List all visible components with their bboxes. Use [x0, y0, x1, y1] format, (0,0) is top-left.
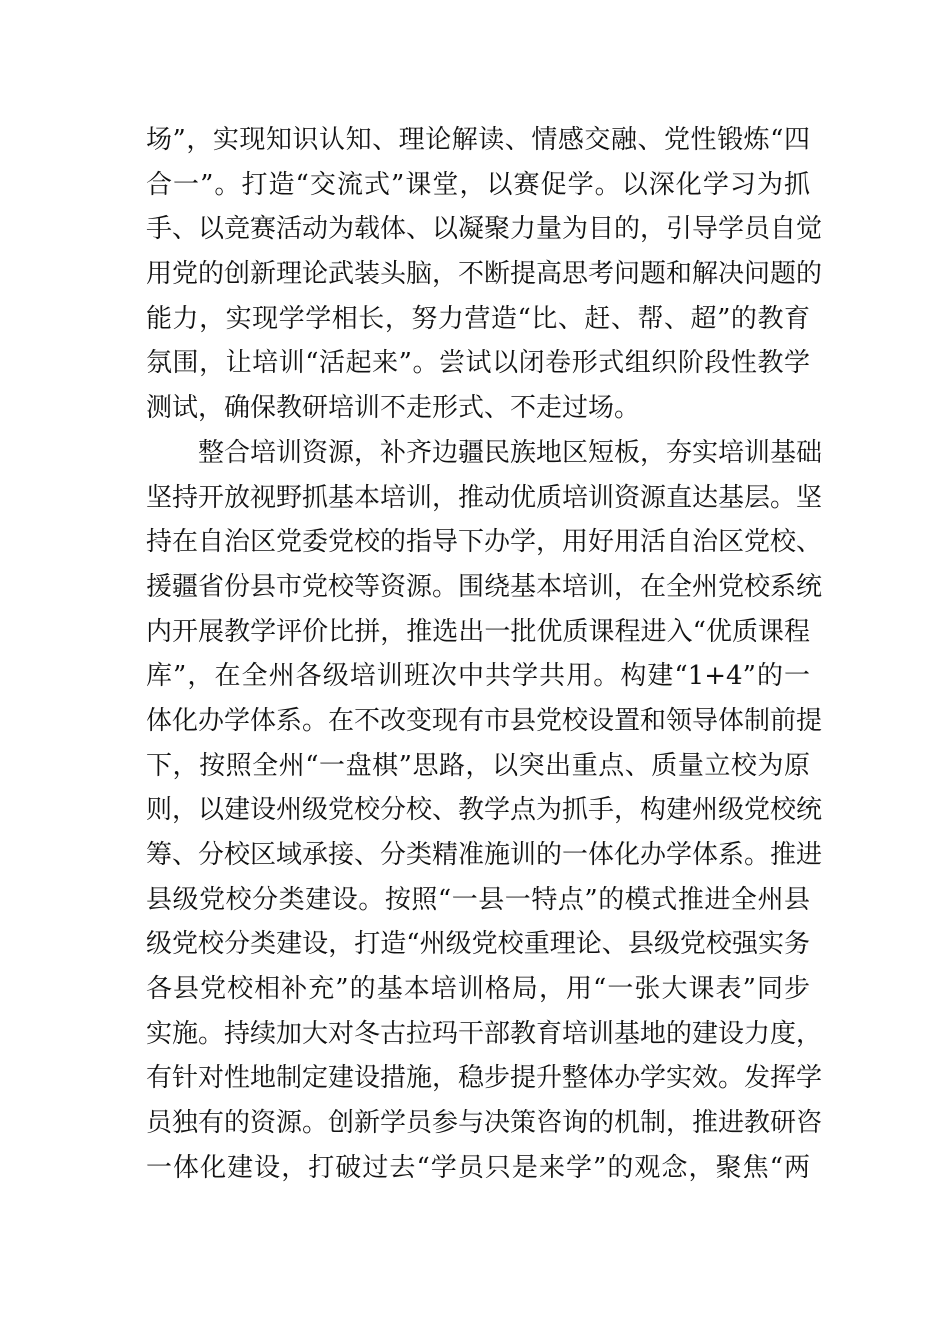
text-line: 级党校分类建设，打造“州级党校重理论、县级党校强实务	[146, 929, 810, 960]
body-text	[146, 118, 823, 1191]
text-line: 筹、分校区域承接、分类精准施训的一体化办学体系。推进	[146, 840, 823, 870]
text-line: 整合培训资源，补齐边疆民族地区短板，夯实培训基础	[198, 437, 823, 468]
text-line: 实施。持续加大对冬古拉玛干部教育培训基地的建设力度，	[146, 1018, 823, 1049]
text-line: 测试，确保教研培训不走形式、不走过场。	[146, 393, 641, 424]
text-line: 体化办学体系。在不改变现有市县党校设置和领导体制前提	[146, 705, 823, 736]
text-line: 用党的创新理论武装头脑，不断提高思考问题和解决问题的	[146, 259, 823, 290]
text-line: 坚持开放视野抓基本培训，推动优质培训资源直达基层。坚	[146, 482, 823, 513]
text-line: 一体化建设，打破过去“学员只是来学”的观念，聚焦“两	[146, 1152, 810, 1183]
text-line: 持在自治区党委党校的指导下办学，用好用活自治区党校、	[146, 527, 823, 558]
text-line: 内开展教学评价比拼，推选出一批优质课程进入“优质课程	[146, 616, 810, 647]
text-line: 下，按照全州“一盘棋”思路，以突出重点、质量立校为原	[146, 750, 810, 781]
text-line: 能力，实现学学相长，努力营造“比、赶、帮、超”的教育	[146, 303, 810, 334]
text-line: 援疆省份县市党校等资源。围绕基本培训，在全州党校系统	[146, 571, 823, 602]
text-line: 手、以竞赛活动为载体、以凝聚力量为目的，引导学员自觉	[146, 214, 823, 245]
text-line: 县级党校分类建设。按照“一县一特点”的模式推进全州县	[146, 884, 810, 915]
text-line: 员独有的资源。创新学员参与决策咨询的机制，推进教研咨	[146, 1108, 823, 1139]
text-line: 合一”。打造“交流式”课堂，以赛促学。以深化学习为抓	[146, 169, 810, 200]
text-line: 各县党校相补充”的基本培训格局，用“一张大课表”同步	[146, 974, 810, 1005]
text-line: 氛围，让培训“活起来”。尝试以闭卷形式组织阶段性教学	[146, 348, 810, 379]
text-line: 场”，实现知识认知、理论解读、情感交融、党性锻炼“四	[146, 125, 810, 155]
text-line: 则，以建设州级党校分校、教学点为抓手，构建州级党校统	[146, 795, 823, 826]
text-line: 有针对性地制定建设措施，稳步提升整体办学实效。发挥学	[146, 1063, 823, 1094]
text-line: 库”，在全州各级培训班次中共学共用。构建“1+4”的一	[146, 661, 810, 692]
